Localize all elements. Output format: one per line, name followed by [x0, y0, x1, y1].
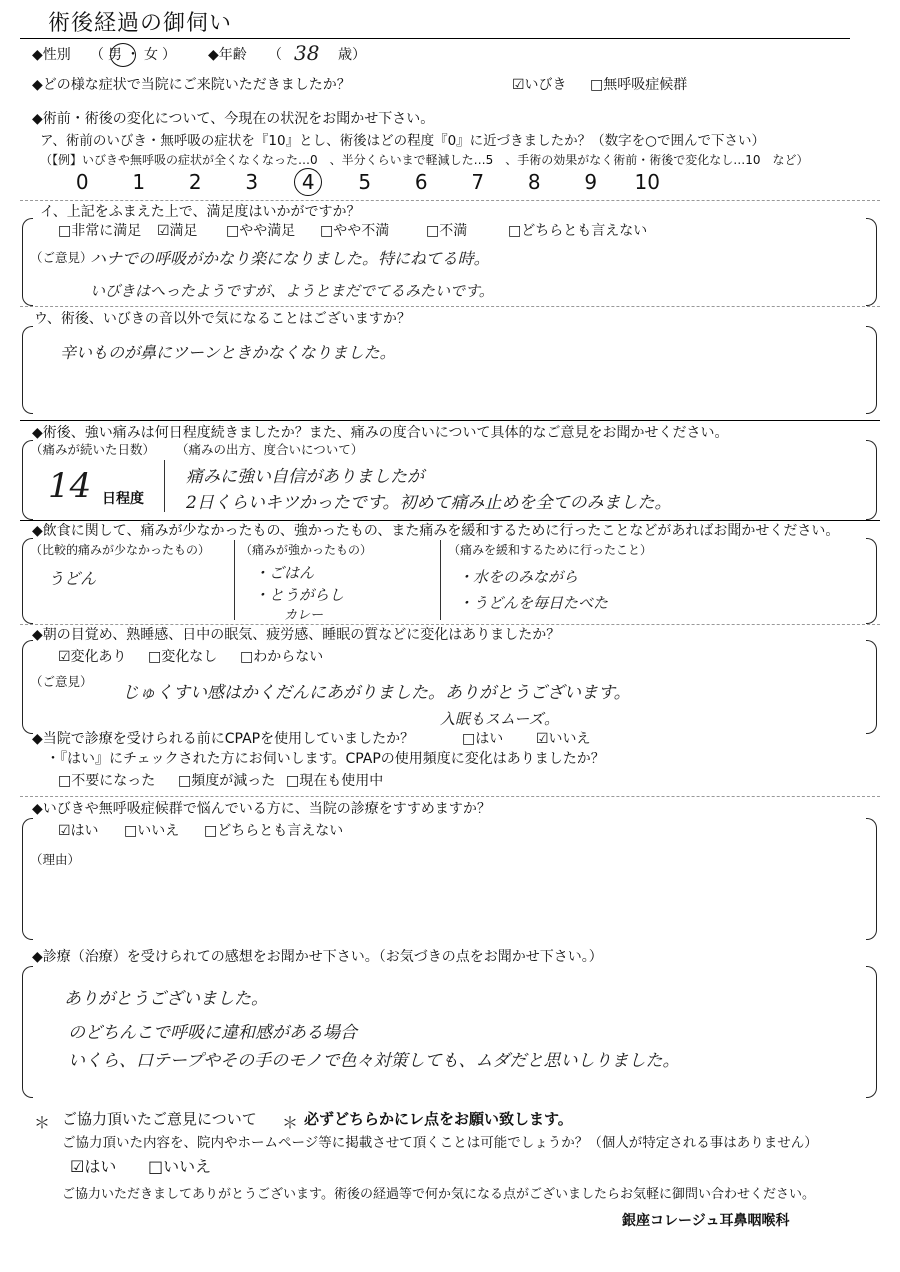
- footer-heading-bold: 必ずどちらかにレ点をお願い致します。: [304, 1110, 573, 1128]
- impression-answer-line3[interactable]: いくら、口テープやその手のモノで色々対策しても、ムダだと思いしりました。: [68, 1051, 680, 1071]
- food-col3-answer1[interactable]: ・水をのみながら: [458, 568, 579, 586]
- cpap-yes[interactable]: □はい: [462, 731, 504, 747]
- food-col-divider: [234, 540, 235, 620]
- reason-label: （理由）: [30, 852, 81, 867]
- scale-5[interactable]: 5: [358, 170, 372, 194]
- sleep-option-changed[interactable]: ☑変化あり: [58, 649, 127, 665]
- satisfaction-answer-line2[interactable]: いびきはへったようですが、ようとまだでてるみたいです。: [90, 282, 494, 300]
- gender-label: ◆性別: [32, 47, 71, 63]
- thanks-text: ご協力いただきましてありがとうございます。術後の経過等で何か気になる点がございましたらお気軽に御問い合わせください。: [62, 1187, 815, 1202]
- cpap-question: ◆当院で診療を受けられる前にCPAPを使用していましたか？: [32, 731, 415, 747]
- food-question: ◆飲食に関して、痛みが少なかったもの、強かったもの、また痛みを緩和するために行ったことなどがあればお聞かせください。: [32, 523, 840, 539]
- bracket-right: [866, 538, 877, 624]
- satisfaction-option-somewhat-satisfied[interactable]: □やや満足: [226, 223, 296, 239]
- divider: [20, 796, 880, 797]
- age-close: 歳）: [338, 47, 366, 63]
- pain-days-value[interactable]: 14: [48, 466, 92, 506]
- scale-4[interactable]: [280, 168, 337, 196]
- satisfaction-option-dissatisfied[interactable]: □不満: [426, 223, 468, 239]
- other-concern-question: ウ、術後、いびきの音以外で気になることはございますか？: [34, 311, 411, 327]
- recommend-option-no[interactable]: □いいえ: [124, 823, 180, 839]
- sleep-answer-line1[interactable]: じゅくすい感はかくだんにあがりました。ありがとうございます。: [122, 683, 631, 703]
- bracket-right: [866, 440, 877, 520]
- pain-detail-line1[interactable]: 痛みに強い自信がありましたが: [186, 467, 424, 487]
- pain-days-unit: 日程度: [102, 491, 144, 507]
- scale-9[interactable]: 9: [584, 170, 598, 194]
- change-example: （【例】いびきや無呼吸の症状が全くなくなった…0 、半分くらいまで軽減した…5 、手術の効果がなく術前・術後で変化なし…10 など）: [40, 153, 809, 167]
- pain-detail-line2[interactable]: 2日くらいキツかったです。初めて痛み止めを全てのみました。: [186, 493, 672, 513]
- satisfaction-question: イ、上記をふまえた上で、満足度はいかがですか？: [40, 204, 361, 220]
- cpap-no[interactable]: ☑いいえ: [536, 731, 591, 747]
- food-col1-answer[interactable]: うどん: [48, 569, 97, 588]
- change-sub-a: ア、術前のいびき・無呼吸の症状を『10』とし、術後はどの程度『0』に近づきましたか？（数字を○で囲んで下さい）: [40, 133, 765, 149]
- cpap-option-unnecessary[interactable]: □不要になった: [58, 773, 156, 789]
- divider: [20, 200, 880, 201]
- scale-10[interactable]: 10: [634, 170, 660, 194]
- opinion-label: （ご意見）: [30, 674, 93, 689]
- food-col2-answer2[interactable]: ・とうがらし: [254, 586, 345, 604]
- pain-detail-label: （痛みの出方、度合いについて）: [176, 442, 364, 457]
- scale-2[interactable]: 2: [188, 170, 202, 194]
- pain-divider: [164, 460, 165, 512]
- food-col2-label: （痛みが強かったもの）: [240, 543, 373, 557]
- bracket-right: [866, 218, 877, 306]
- satisfaction-answer-line1[interactable]: ハナでの呼吸がかなり楽になりました。特にねてる時。: [90, 249, 490, 268]
- symptom-scale: [54, 168, 676, 196]
- age-open: （: [268, 47, 282, 63]
- age-label: ◆年齢: [208, 47, 247, 63]
- divider: [20, 306, 880, 307]
- scale-7[interactable]: 7: [471, 170, 485, 194]
- bracket-left: [22, 326, 33, 414]
- impression-answer-line1[interactable]: ありがとうございました。: [64, 989, 268, 1009]
- scale-0[interactable]: 0: [75, 170, 89, 194]
- food-col3-answer2[interactable]: ・うどんを毎日たべた: [458, 594, 609, 612]
- divider: [20, 420, 880, 421]
- sleep-question: ◆朝の目覚め、熟睡感、日中の眠気、疲労感、睡眠の質などに変化はありましたか？: [32, 627, 561, 643]
- food-col2-answer3[interactable]: カレー: [284, 608, 324, 623]
- bracket-right: [866, 966, 877, 1098]
- pain-question: ◆術後、強い痛みは何日程度続きましたか？また、痛みの度合いについて具体的なご意見をお聞かせください。: [32, 425, 729, 441]
- scale-selected: 4: [294, 168, 322, 196]
- age-value[interactable]: 38: [294, 41, 320, 65]
- consent-yes[interactable]: ☑はい: [70, 1157, 117, 1176]
- pain-days-label: （痛みが続いた日数）: [30, 442, 156, 457]
- gender-field[interactable]: （男・女）: [90, 47, 180, 63]
- satisfaction-option-satisfied[interactable]: ☑満足: [157, 223, 198, 239]
- impression-question: ◆診療（治療）を受けられての感想をお聞かせ下さい。（お気づきの点をお聞かせ下さい。）: [32, 949, 603, 965]
- other-concern-answer[interactable]: 辛いものが鼻にツーンときかなくなりました。: [60, 343, 396, 362]
- scale-6[interactable]: 6: [414, 170, 428, 194]
- symptom-option-snoring[interactable]: ☑いびき: [512, 77, 567, 93]
- title-rule: [20, 38, 850, 39]
- recommend-option-yes[interactable]: ☑はい: [58, 823, 99, 839]
- cpap-option-still-using[interactable]: □現在も使用中: [286, 773, 384, 789]
- food-col3-label: （痛みを緩和するために行ったこと）: [448, 543, 653, 557]
- cpap-option-reduced[interactable]: □頻度が減った: [178, 773, 276, 789]
- food-col1-label: （比較的痛みが少なかったもの）: [30, 543, 211, 557]
- divider: [20, 624, 880, 625]
- consent-no[interactable]: □いいえ: [148, 1157, 212, 1176]
- sleep-option-no-change[interactable]: □変化なし: [148, 649, 218, 665]
- change-question: ◆術前・術後の変化について、今現在の状況をお聞かせ下さい。: [32, 111, 435, 127]
- opinion-label: （ご意見）: [30, 250, 93, 265]
- page-title: 術後経過の御伺い: [48, 11, 233, 36]
- satisfaction-option-neutral[interactable]: □どちらとも言えない: [508, 223, 648, 239]
- impression-answer-line2[interactable]: のどちんこで呼吸に違和感がある場合: [68, 1023, 357, 1043]
- footer-star: ＊: [282, 1113, 299, 1132]
- footer-heading: ご協力頂いたご意見について: [62, 1110, 257, 1128]
- symptom-option-apnea[interactable]: □無呼吸症候群: [590, 77, 688, 93]
- bracket-right: [866, 640, 877, 734]
- symptom-question: ◆どの様な症状で当院にご来院いただきましたか？: [32, 77, 351, 93]
- divider: [20, 520, 880, 521]
- bracket-left: [22, 818, 33, 940]
- recommend-option-neutral[interactable]: □どちらとも言えない: [204, 823, 344, 839]
- bracket-right: [866, 326, 877, 414]
- satisfaction-option-very-satisfied[interactable]: □非常に満足: [58, 223, 142, 239]
- cpap-sub-question: ・『はい』にチェックされた方にお伺いします。CPAPの使用頻度に変化はありましたか？: [46, 751, 605, 767]
- consent-question: ご協力頂いた内容を、院内やホームページ等に掲載させて頂くことは可能でしょうか？（個人が特定される事はありません）: [62, 1135, 818, 1151]
- bracket-right: [866, 818, 877, 940]
- scale-1[interactable]: 1: [132, 170, 146, 194]
- recommend-question: ◆いびきや無呼吸症候群で悩んでいる方に、当院の診療をすすめますか？: [32, 801, 491, 817]
- footer-star: ＊: [34, 1113, 51, 1132]
- scale-8[interactable]: 8: [527, 170, 541, 194]
- scale-3[interactable]: 3: [245, 170, 259, 194]
- food-col2-answer1[interactable]: ・ごはん: [254, 564, 315, 582]
- bracket-left: [22, 966, 33, 1098]
- food-col-divider: [440, 540, 441, 620]
- clinic-name: 銀座コレージュ耳鼻咽喉科: [622, 1213, 790, 1229]
- satisfaction-option-somewhat-dissatisfied[interactable]: □やや不満: [320, 223, 390, 239]
- sleep-option-unknown[interactable]: □わからない: [240, 649, 324, 665]
- gender-circle-mark: [110, 43, 136, 67]
- sleep-answer-line2[interactable]: 入眠もスムーズ。: [440, 710, 559, 728]
